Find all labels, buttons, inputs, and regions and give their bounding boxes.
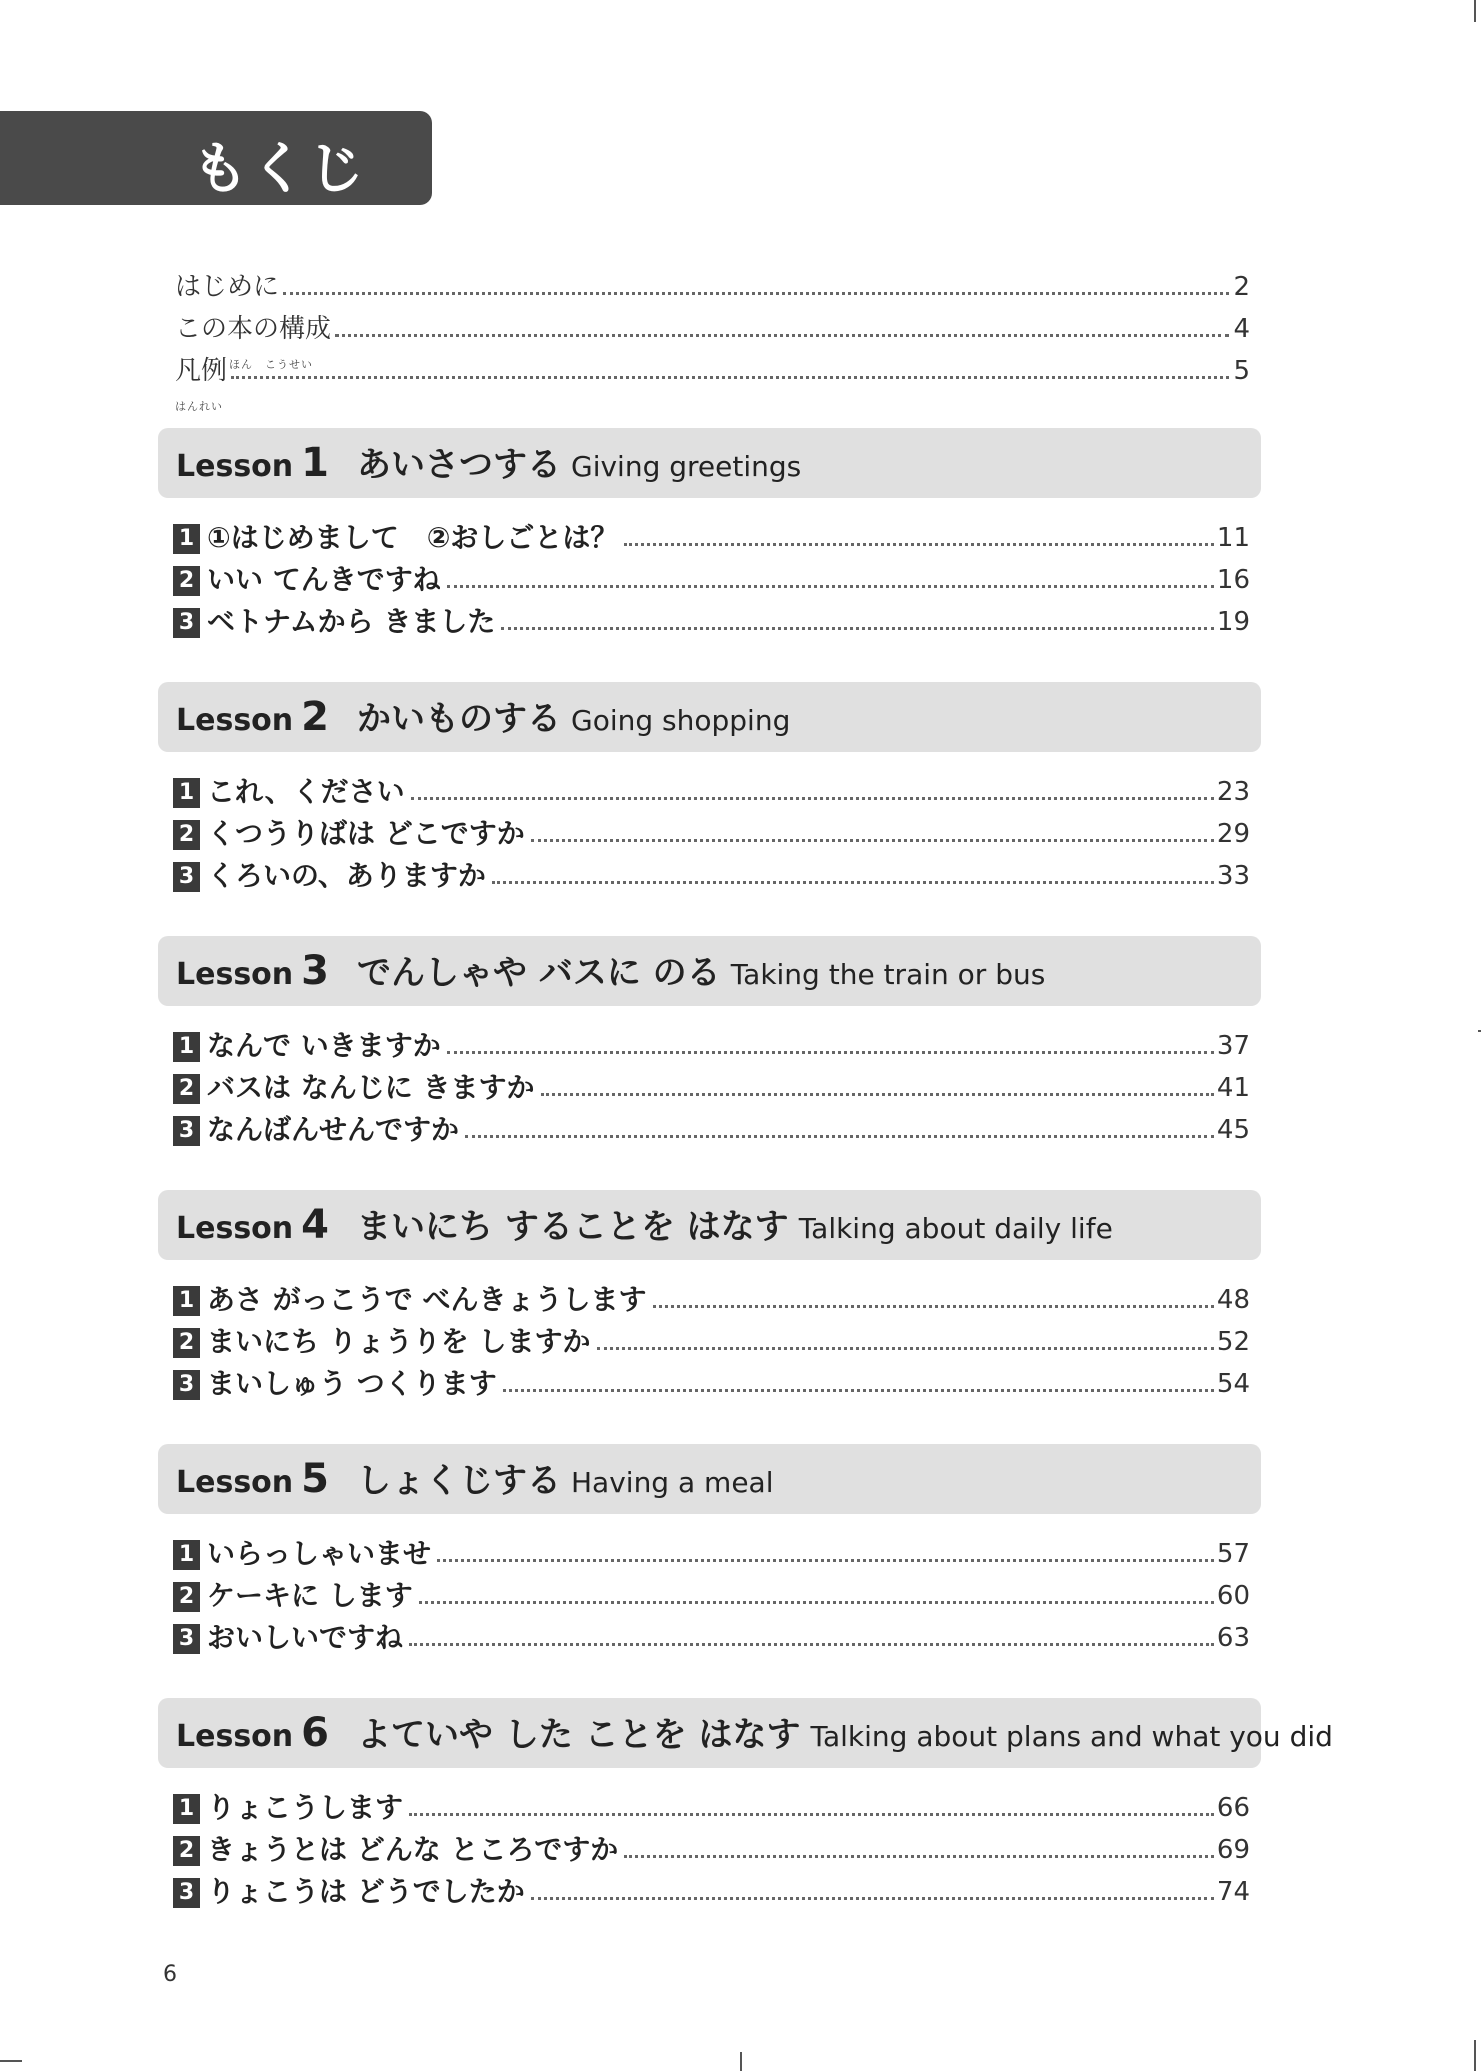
dot-leader	[541, 1093, 1214, 1096]
page-ref: 52	[1216, 1327, 1250, 1357]
page-ref: 57	[1216, 1539, 1250, 1569]
lesson-items	[173, 1022, 1250, 1148]
lesson-title-en: Talking about daily life	[798, 1212, 1113, 1245]
lesson-heading	[176, 1707, 1333, 1756]
unit-number-badge: 2	[173, 1582, 200, 1612]
entry-title: バスは なんじに きますか	[207, 1071, 535, 1104]
entry-title: これ、ください	[207, 775, 405, 808]
lesson-heading	[176, 437, 801, 486]
toc-entry[interactable]	[173, 1106, 1250, 1148]
lesson-items	[173, 1276, 1250, 1402]
crop-mark	[0, 2060, 22, 2062]
dot-leader	[283, 292, 1229, 295]
dot-leader	[653, 1305, 1214, 1308]
entry-title: くろいの、ありますか	[207, 859, 486, 892]
lesson-header-5[interactable]	[158, 1444, 1261, 1514]
page-ref: 54	[1216, 1369, 1250, 1399]
furigana: はんれい	[175, 400, 223, 413]
intro-row[interactable]	[175, 346, 1250, 413]
toc-entry[interactable]	[173, 852, 1250, 894]
dot-leader	[503, 1389, 1214, 1392]
toc-entry[interactable]	[173, 1318, 1250, 1360]
lesson-title-jp: よていや した ことを はなす	[357, 1715, 801, 1755]
lesson-title-en: Talking about plans and what you did	[810, 1720, 1333, 1753]
intro-label: この本の構成 ほん こうせい	[175, 312, 331, 346]
lesson-items	[173, 514, 1250, 640]
lesson-number: 2	[301, 694, 329, 740]
page-ref: 69	[1216, 1835, 1250, 1865]
lesson-items	[173, 1530, 1250, 1656]
toc-entry[interactable]	[173, 1868, 1250, 1910]
unit-number-badge: 1	[173, 1032, 200, 1062]
lesson-title-en: Taking the train or bus	[730, 958, 1046, 991]
page-ref: 23	[1216, 777, 1250, 807]
unit-number-badge: 2	[173, 1328, 200, 1358]
toc-entry[interactable]	[173, 810, 1250, 852]
lesson-items	[173, 768, 1250, 894]
page-ref: 37	[1216, 1031, 1250, 1061]
crop-mark	[1474, 2040, 1476, 2071]
entry-title: ベトナムから きました	[207, 605, 496, 638]
unit-number-badge: 3	[173, 1624, 200, 1654]
page-ref: 33	[1216, 861, 1250, 891]
dot-leader	[465, 1135, 1214, 1138]
page-ref: 29	[1216, 819, 1250, 849]
page-ref: 60	[1216, 1581, 1250, 1611]
entry-title: まいしゅう つくります	[207, 1367, 497, 1400]
dot-leader	[624, 1855, 1214, 1858]
lesson-title-en: Having a meal	[571, 1466, 774, 1499]
intro-row[interactable]	[175, 262, 1250, 304]
entry-title: ①はじめまして ②おしごとは？	[207, 521, 619, 554]
toc-entry[interactable]	[173, 556, 1250, 598]
entry-title: くつうりばは どこですか	[207, 817, 525, 850]
lesson-word: Lesson	[176, 703, 294, 738]
dot-leader	[419, 1601, 1214, 1604]
intro-list	[175, 262, 1250, 413]
entry-title: きょうとは どんな ところですか	[207, 1833, 619, 1866]
page-ref: 11	[1216, 523, 1250, 553]
page-ref: 5	[1233, 356, 1250, 386]
intro-label: はじめに	[175, 272, 280, 302]
lesson-title-jp: しょくじする	[357, 1461, 561, 1501]
unit-number-badge: 3	[173, 1370, 200, 1400]
entry-title: いい てんきですね	[207, 563, 441, 596]
dot-leader	[409, 1643, 1214, 1646]
lesson-header-3[interactable]	[158, 936, 1261, 1006]
toc-entry[interactable]	[173, 1360, 1250, 1402]
dot-leader	[437, 1559, 1214, 1562]
unit-number-badge: 1	[173, 1286, 200, 1316]
entry-title: あさ がっこうで べんきょうします	[207, 1283, 647, 1316]
toc-entry[interactable]	[173, 768, 1250, 810]
lesson-word: Lesson	[176, 1465, 294, 1500]
dot-leader	[624, 543, 1213, 546]
entry-title: おいしいですね	[207, 1621, 404, 1654]
lesson-items	[173, 1784, 1250, 1910]
lesson-title-jp: まいにち することを はなす	[357, 1207, 789, 1247]
toc-entry[interactable]	[173, 598, 1250, 640]
unit-number-badge: 1	[173, 524, 200, 554]
page-ref: 48	[1216, 1285, 1250, 1315]
lesson-title-en: Going shopping	[571, 704, 791, 737]
lesson-word: Lesson	[176, 449, 294, 484]
entry-title: なんで いきますか	[207, 1029, 441, 1062]
furigana: ほん こうせい	[229, 358, 313, 371]
page-ref: 19	[1216, 607, 1250, 637]
unit-number-badge: 3	[173, 1878, 200, 1908]
lesson-header-6[interactable]	[158, 1698, 1333, 1768]
dot-leader	[447, 1051, 1214, 1054]
lesson-title-jp: かいものする	[357, 699, 561, 739]
toc-title: もくじ	[192, 137, 366, 202]
toc-entry[interactable]	[173, 1826, 1250, 1868]
lesson-word: Lesson	[176, 1211, 294, 1246]
lesson-title-jp: あいさつする	[357, 445, 561, 485]
page-ref: 74	[1216, 1877, 1250, 1907]
unit-number-badge: 2	[173, 1836, 200, 1866]
page-ref: 63	[1216, 1623, 1250, 1653]
toc-entry[interactable]	[173, 1784, 1250, 1826]
entry-title: りょこうは どうでしたか	[207, 1875, 525, 1908]
dot-leader	[597, 1347, 1214, 1350]
page-number: 6	[163, 1962, 177, 1987]
lesson-word: Lesson	[176, 1719, 294, 1754]
dot-leader	[447, 585, 1214, 588]
page-ref: 41	[1216, 1073, 1250, 1103]
entry-title: なんばんせんですか	[207, 1113, 460, 1146]
dot-leader	[501, 627, 1214, 630]
unit-number-badge: 3	[173, 1116, 200, 1146]
lesson-number: 1	[301, 440, 329, 486]
dot-leader	[531, 839, 1214, 842]
unit-number-badge: 1	[173, 778, 200, 808]
lesson-heading	[176, 691, 790, 740]
page-ref: 45	[1216, 1115, 1250, 1145]
crop-mark	[740, 2052, 742, 2071]
lesson-header-1[interactable]	[158, 428, 1261, 498]
lesson-heading	[176, 1453, 773, 1502]
unit-number-badge: 1	[173, 1794, 200, 1824]
toc-entry[interactable]	[173, 1572, 1250, 1614]
dot-leader	[335, 334, 1229, 337]
page-ref: 66	[1216, 1793, 1250, 1823]
lesson-number: 6	[301, 1710, 329, 1756]
toc-entry[interactable]	[173, 1064, 1250, 1106]
entry-title: まいにち りょうりを しますか	[207, 1325, 591, 1358]
intro-row[interactable]	[175, 304, 1250, 371]
unit-number-badge: 3	[173, 862, 200, 892]
dot-leader	[411, 797, 1214, 800]
page-ref: 16	[1216, 565, 1250, 595]
toc-entry[interactable]	[173, 1276, 1250, 1318]
unit-number-badge: 3	[173, 608, 200, 638]
lesson-header-2[interactable]	[158, 682, 1261, 752]
toc-entry[interactable]	[173, 1022, 1250, 1064]
crop-mark	[1474, 0, 1476, 22]
toc-entry[interactable]	[173, 1614, 1250, 1656]
lesson-heading	[176, 1199, 1113, 1248]
intro-label: 凡例 はんれい	[175, 354, 227, 388]
lesson-heading	[176, 945, 1045, 994]
lesson-number: 3	[301, 948, 329, 994]
unit-number-badge: 1	[173, 1540, 200, 1570]
dot-leader	[231, 376, 1229, 379]
entry-title: ケーキに します	[207, 1579, 413, 1612]
entry-title: りょこうします	[207, 1791, 404, 1824]
toc-entry[interactable]	[173, 514, 1250, 556]
page-ref: 2	[1233, 272, 1250, 302]
unit-number-badge: 2	[173, 820, 200, 850]
unit-number-badge: 2	[173, 566, 200, 596]
entry-title: いらっしゃいませ	[207, 1537, 432, 1570]
lesson-title-en: Giving greetings	[571, 450, 802, 483]
lesson-title-jp: でんしゃや バスに のる	[357, 953, 721, 993]
lesson-number: 4	[301, 1202, 329, 1248]
dot-leader	[492, 881, 1214, 884]
lesson-number: 5	[301, 1456, 329, 1502]
unit-number-badge: 2	[173, 1074, 200, 1104]
dot-leader	[409, 1813, 1214, 1816]
dot-leader	[531, 1897, 1214, 1900]
toc-title-tab	[0, 111, 432, 205]
page-ref: 4	[1233, 314, 1250, 344]
lesson-word: Lesson	[176, 957, 294, 992]
toc-entry[interactable]	[173, 1530, 1250, 1572]
lesson-header-4[interactable]	[158, 1190, 1261, 1260]
